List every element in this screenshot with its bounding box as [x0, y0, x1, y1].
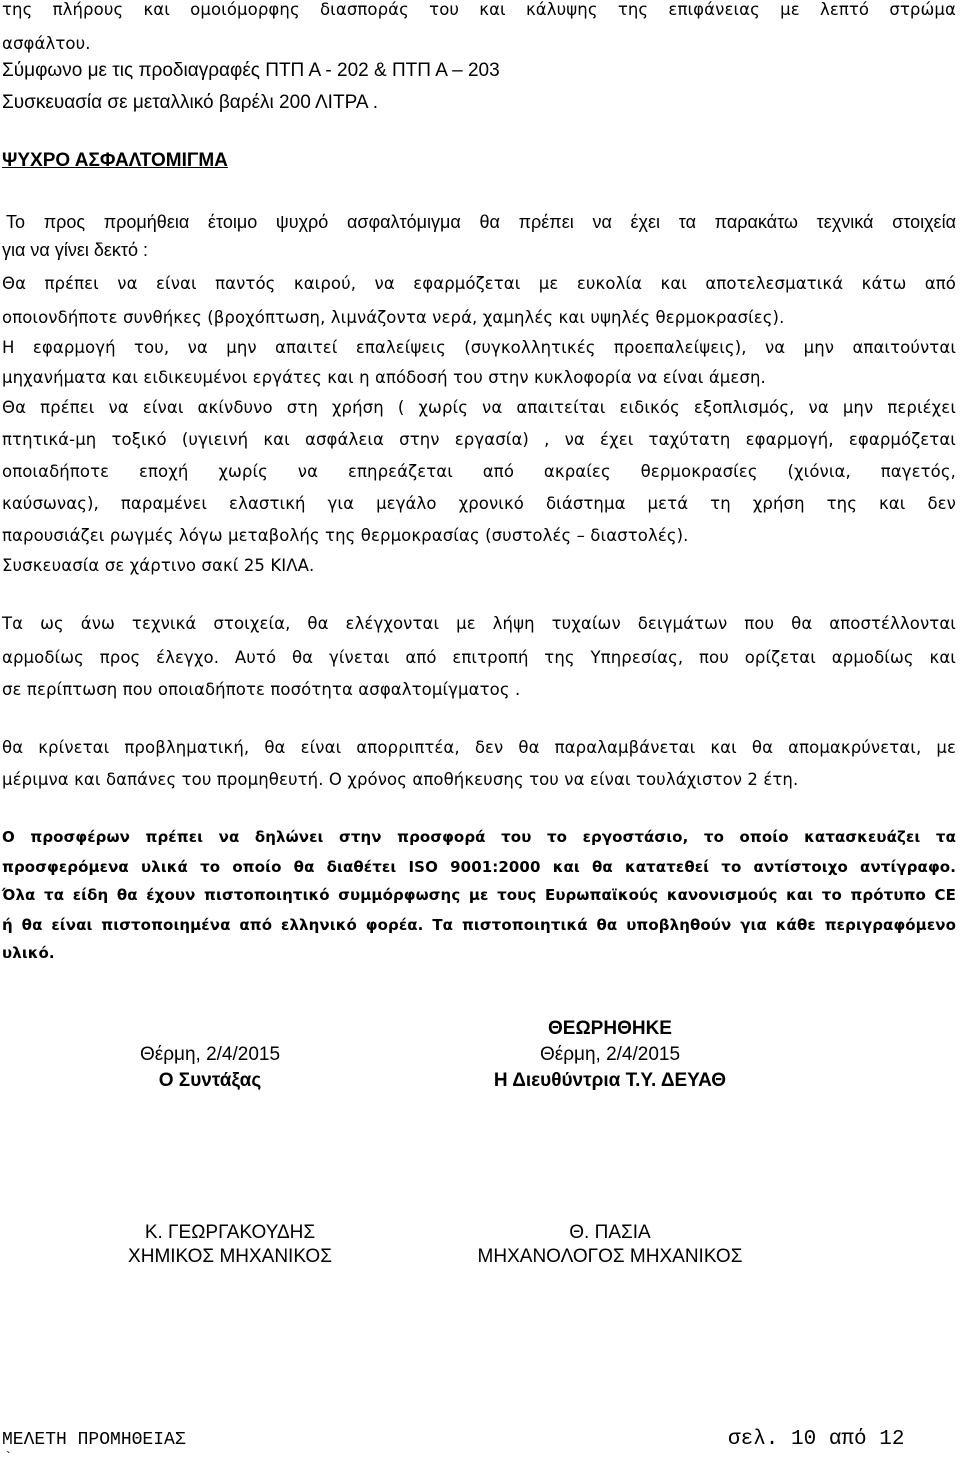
- p4-line-5: παρουσιάζει ρωγμές λόγω μεταβολής της θερμοκρασίας (συστολές – διαστολές).: [2, 526, 689, 545]
- right-signatory-name: Θ. ΠΑΣΙΑ: [569, 1222, 651, 1243]
- cert-line-2: προσφερόμενα υλικά το οποίο θα διαθέτει ISO 9001:2000 και θα κατατεθεί το αντίστοιχο αντίγραφο.: [2, 858, 956, 876]
- cert-line-4: ή θα είναι πιστοποιημένα από ελληνικό φορέα. Τα πιστοποιητικά θα υποβληθούν για κάθε περιγραφόμενο: [2, 916, 956, 934]
- rejection-line-1: θα κρίνεται προβληματική, θα είναι απορριπτέα, δεν θα παραλαμβάνεται και θα απομακρύνεται, με: [2, 738, 956, 757]
- intro-spec-line: Σύμφωνο με τις προδιαγραφές ΠΤΠ Α - 202 & ΠΤΠ Α – 203: [2, 60, 500, 81]
- cert-line-3: Όλα τα είδη θα έχουν πιστοποιητικό συμμόρφωσης με τους Ευρωπαϊκούς κανονισμούς και το πρότυπο CE: [2, 886, 956, 904]
- left-role: Ο Συντάξας: [158, 1070, 262, 1091]
- right-place-date: Θέρμη, 2/4/2015: [539, 1044, 681, 1065]
- footer-mark: `: [4, 1450, 13, 1466]
- quality-line-1: Τα ως άνω τεχνικά στοιχεία, θα ελέγχονται με λήψη τυχαίων δειγμάτων που θα αποστέλλονται: [2, 614, 956, 633]
- cert-line-1: Ο προσφέρων πρέπει να δηλώνει στην προσφορά του το εργοστάσιο, το οποίο κατασκευάζει τα: [2, 828, 956, 846]
- p2-line-1: Θα πρέπει να είναι παντός καιρού, να εφαρμόζεται με ευκολία και αποτελεσματικά κάτω από: [2, 274, 956, 293]
- left-signatory-title: ΧΗΜΙΚΟΣ ΜΗΧΑΝΙΚΟΣ: [128, 1246, 332, 1267]
- p1-line-1: Το προς προμήθεια έτοιμο ψυχρό ασφαλτόμιγμα θα πρέπει να έχει τα παρακάτω τεχνικά στοιχεία: [6, 212, 956, 232]
- p3-line-2: μηχανήματα και ειδικευμένοι εργάτες και η απόδοσή του στην κυκλοφορία να είναι άμεση.: [2, 368, 766, 387]
- p2-line-2: οποιονδήποτε συνθήκες (βροχόπτωση, λιμνάζοντα νερά, χαμηλές και υψηλές θερμοκρασίες).: [2, 308, 785, 327]
- section-heading: ΨΥΧΡΟ ΑΣΦΑΛΤΟΜΙΓΜΑ: [2, 150, 228, 171]
- rejection-line-2: μέριμνα και δαπάνες του προμηθευτή. Ο χρόνος αποθήκευσης του να είναι τουλάχιστον 2 έτη.: [2, 770, 799, 789]
- left-signatory-name: Κ. ΓΕΩΡΓΑΚΟΥΔΗΣ: [144, 1222, 316, 1243]
- p5-line-1: Συσκευασία σε χάρτινο σακί 25 ΚΙΛΑ.: [2, 556, 315, 575]
- intro-packaging-line: Συσκευασία σε μεταλλικό βαρέλι 200 ΛΙΤΡΑ .: [2, 92, 379, 113]
- intro-line-1: της πλήρους και ομοιόμορφης διασποράς του και κάλυψης της επιφάνειας με λεπτό στρώμα: [2, 0, 956, 19]
- p4-line-3: οποιαδήποτε εποχή χωρίς να επηρεάζεται από ακραίες θερμοκρασίες (χιόνια, παγετός,: [2, 462, 956, 481]
- quality-line-2: αρμοδίως προς έλεγχο. Αυτό θα γίνεται από επιτροπή της Υπηρεσίας, που ορίζεται αρμοδίως και: [2, 648, 956, 667]
- p4-line-2: πτητικά-μη τοξικό (υγιεινή και ασφάλεια στην εργασία) , να έχει ταχύτατη εφαρμογή, εφαρμόζεται: [2, 430, 956, 449]
- approved-label: ΘΕΩΡΗΘΗΚΕ: [548, 1018, 672, 1039]
- quality-line-3: σε περίπτωση που οποιαδήποτε ποσότητα ασφαλτομίγματος .: [2, 680, 521, 699]
- right-signatory-title: ΜΗΧΑΝΟΛΟΓΟΣ ΜΗΧΑΝΙΚΟΣ: [477, 1246, 743, 1267]
- footer-doc-name: ΜΕΛΕΤΗ ΠΡΟΜΗΘΕΙΑΣ: [2, 1430, 186, 1450]
- cert-line-5: υλικό.: [2, 944, 55, 962]
- right-role: Η Διευθύντρια Τ.Υ. ΔΕΥΑΘ: [493, 1070, 727, 1091]
- intro-line-2: ασφάλτου.: [2, 34, 91, 53]
- p4-line-4: καύσωνας), παραμένει ελαστική για μεγάλο χρονικό διάστημα μετά τη χρήση της και δεν: [2, 494, 956, 513]
- p3-line-1: Η εφαρμογή του, να μην απαιτεί επαλείψεις (συγκολλητικές προεπαλείψεις), να μην απαιτούνται: [2, 338, 956, 357]
- p1-line-2: για να γίνει δεκτό :: [2, 240, 149, 260]
- footer-page-number: σελ. 10 από 12: [728, 1428, 905, 1451]
- left-place-date: Θέρμη, 2/4/2015: [139, 1044, 281, 1065]
- p4-line-1: Θα πρέπει να είναι ακίνδυνο στη χρήση ( χωρίς να απαιτείται ειδικός εξοπλισμός, να μην περιέχει: [2, 398, 956, 417]
